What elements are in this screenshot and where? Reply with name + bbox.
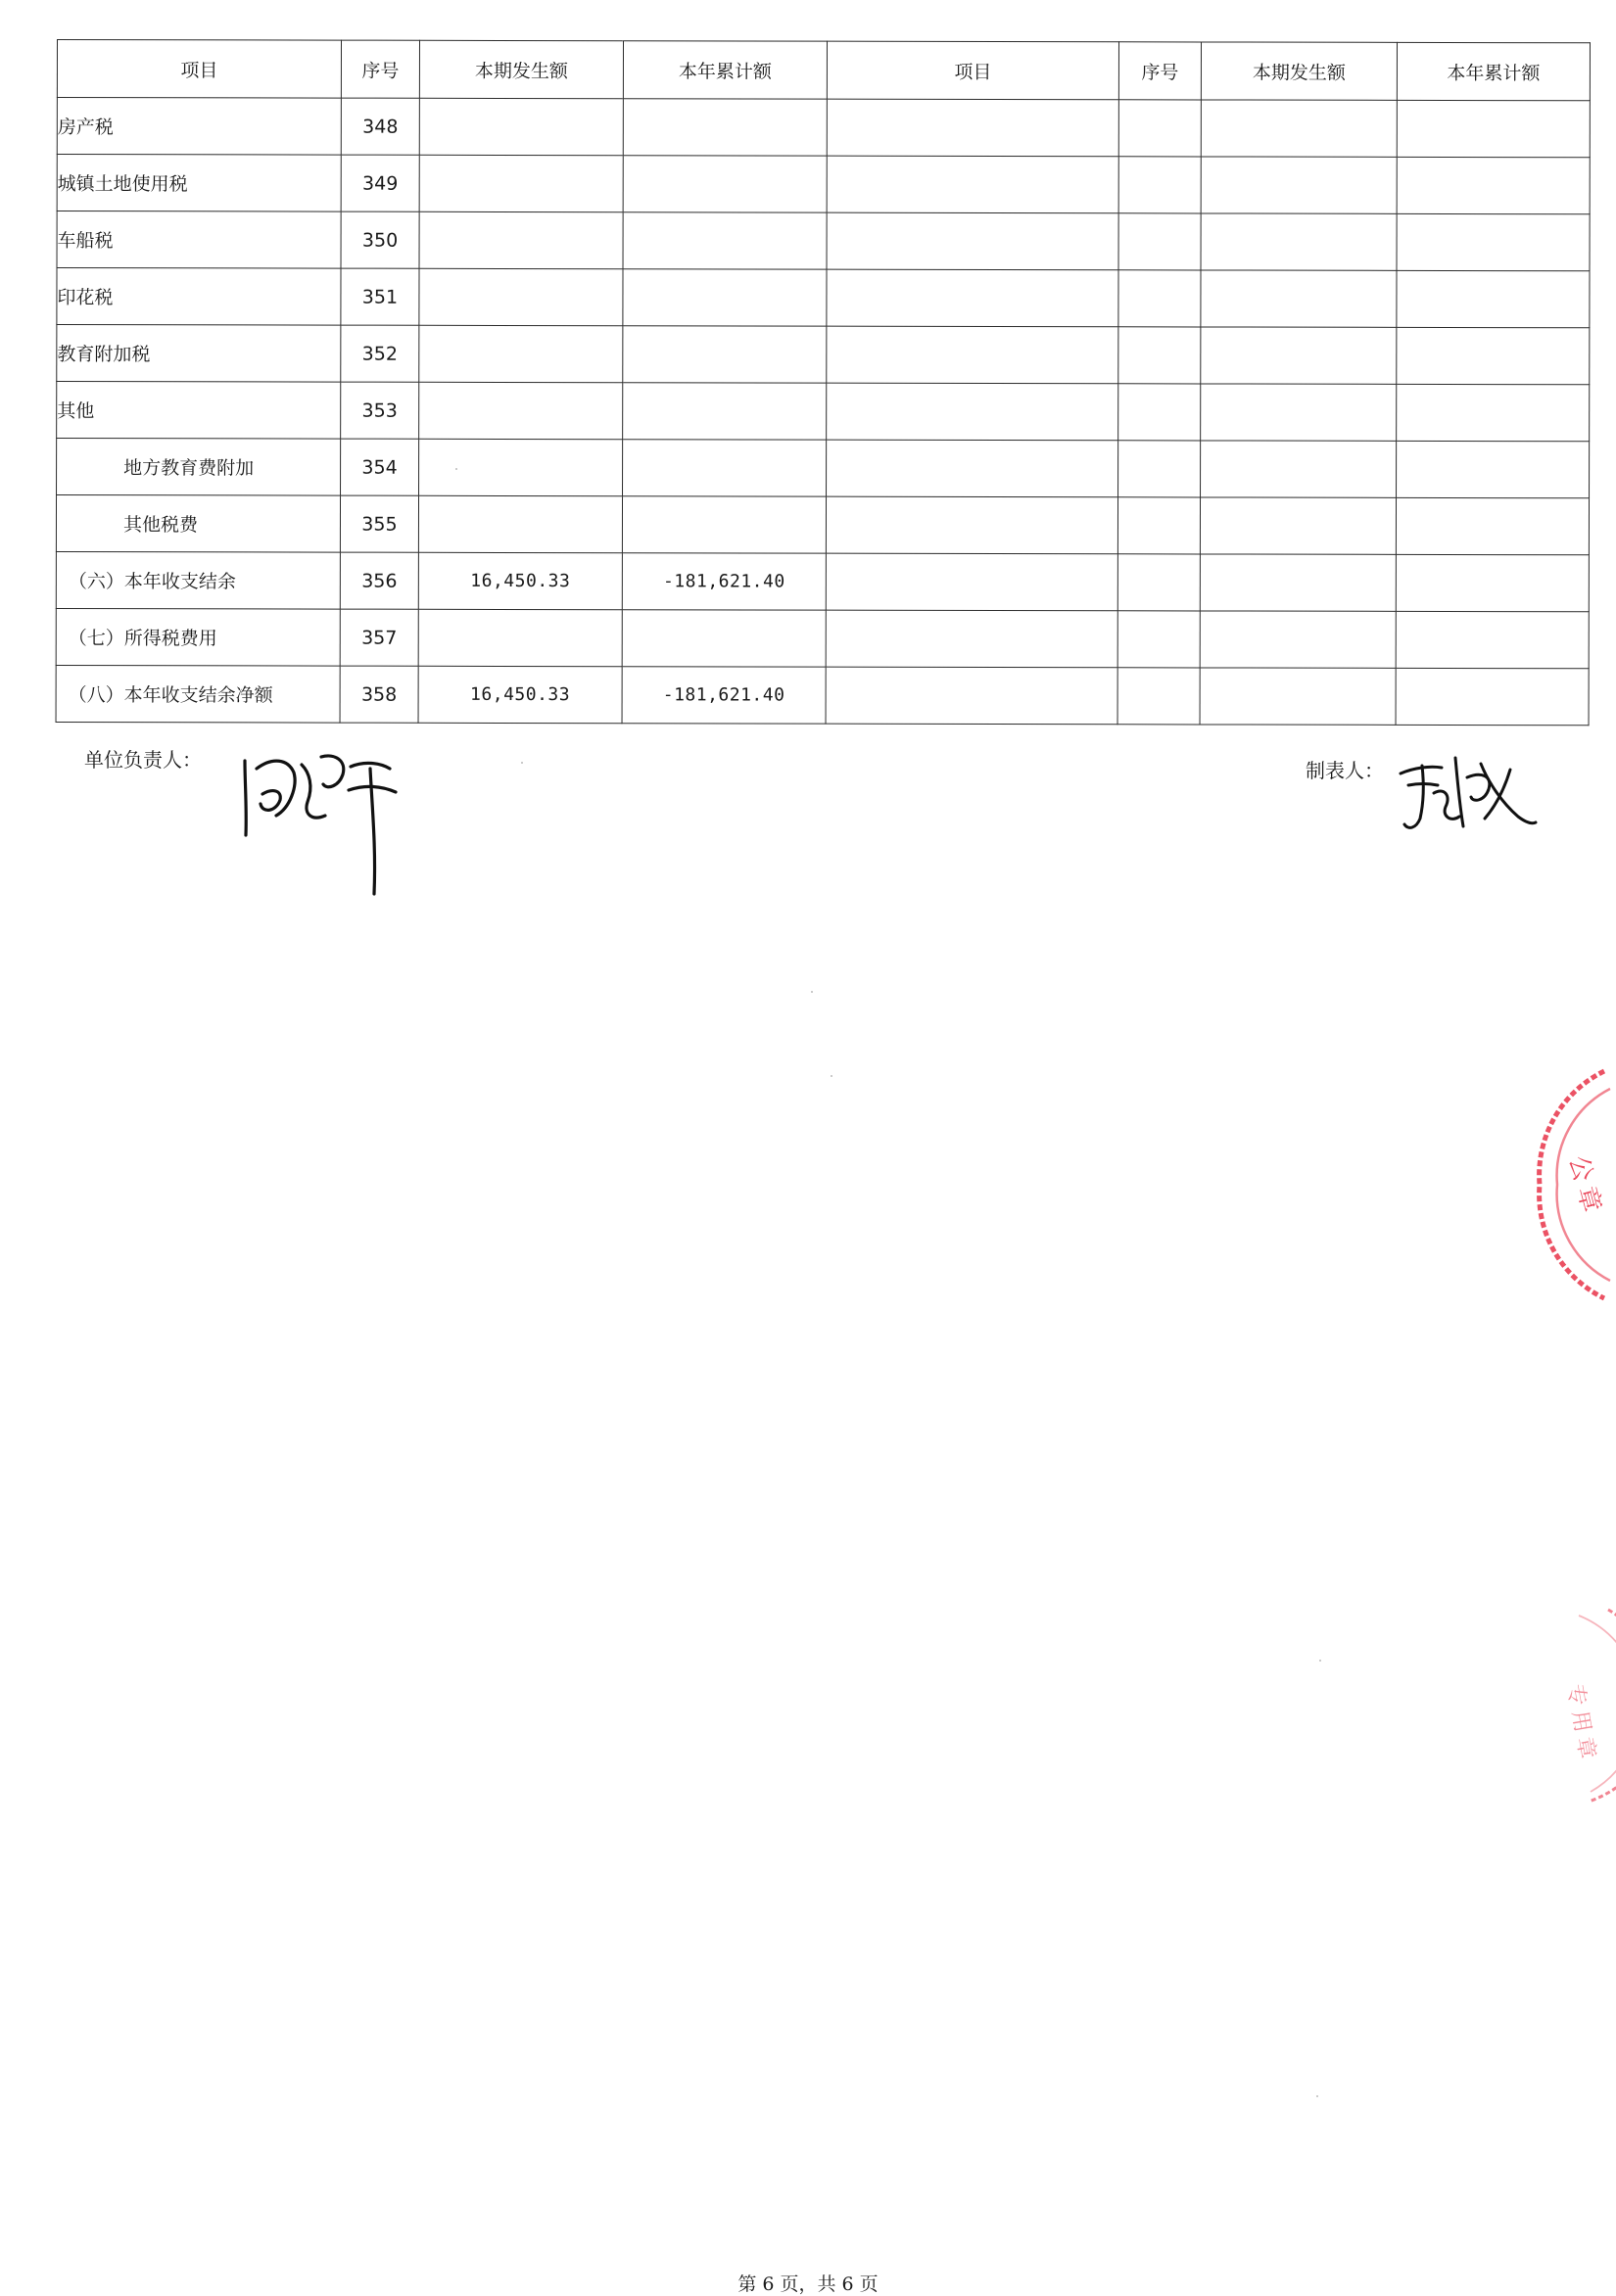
- header-ytd-right: 本年累计额: [1397, 42, 1590, 100]
- row-current: [418, 495, 622, 552]
- row-current-right: [1201, 270, 1397, 327]
- row-seq-right: [1118, 100, 1201, 157]
- row-seq: 349: [341, 155, 419, 211]
- row-current: [419, 268, 623, 325]
- table-row: [56, 551, 1589, 611]
- table-row: [56, 608, 1589, 668]
- row-item-right: [827, 326, 1118, 384]
- scan-speck: [1319, 1660, 1321, 1662]
- row-current-right: [1201, 441, 1397, 497]
- svg-text:专 用 章: 专 用 章: [1562, 1682, 1600, 1761]
- row-seq-right: [1118, 441, 1201, 497]
- row-seq-right: [1117, 497, 1200, 554]
- table-row: [57, 98, 1590, 158]
- row-item: 城镇土地使用税: [57, 155, 341, 212]
- row-ytd: [623, 326, 827, 383]
- row-seq-right: [1118, 213, 1201, 270]
- row-current: 16,450.33: [418, 552, 622, 609]
- row-current: [419, 382, 623, 439]
- table-row: [57, 382, 1590, 442]
- row-item-right: [826, 610, 1117, 668]
- row-ytd-right: [1396, 554, 1589, 611]
- row-item-right: [826, 496, 1117, 554]
- row-seq: 352: [341, 325, 419, 382]
- table-row: [57, 211, 1590, 271]
- row-item: 其他税费: [56, 495, 340, 553]
- row-ytd: [623, 212, 827, 269]
- header-current-right: 本期发生额: [1201, 42, 1397, 100]
- row-item-right: [827, 212, 1118, 270]
- official-seal-lower: [1520, 1606, 1616, 1821]
- row-ytd-right: [1397, 384, 1590, 441]
- row-seq: 356: [340, 552, 418, 609]
- row-seq-right: [1118, 157, 1201, 213]
- header-ytd: 本年累计额: [623, 41, 827, 99]
- row-item: 车船税: [57, 211, 341, 269]
- table-row: [57, 439, 1590, 498]
- header-item: 项目: [57, 40, 341, 99]
- report-sheet: [57, 39, 1590, 723]
- scan-speck: [1316, 2095, 1318, 2097]
- row-item-right: [827, 383, 1118, 441]
- row-seq: 350: [341, 211, 419, 268]
- row-current: [419, 211, 623, 268]
- row-item-right: [827, 99, 1118, 157]
- row-current-right: [1201, 100, 1397, 157]
- row-ytd: [623, 99, 827, 156]
- row-seq: 355: [340, 495, 418, 552]
- row-current-right: [1201, 327, 1397, 384]
- scan-speck: [455, 468, 457, 470]
- row-ytd-right: [1397, 441, 1590, 497]
- row-seq-right: [1118, 327, 1201, 384]
- row-ytd-right: [1397, 213, 1590, 270]
- table-row: [57, 268, 1590, 328]
- row-item: （六）本年收支结余: [56, 551, 340, 609]
- header-item-right: 项目: [827, 41, 1118, 100]
- row-ytd: -181,621.40: [622, 553, 826, 610]
- svg-text:公 章: 公 章: [1563, 1152, 1606, 1216]
- row-item-right: [827, 440, 1118, 497]
- row-item: 印花税: [57, 268, 341, 326]
- preparer-signature: [1395, 744, 1542, 842]
- row-item-right: [826, 667, 1117, 725]
- row-ytd: [623, 156, 827, 212]
- row-ytd: [623, 440, 827, 496]
- row-current: [419, 325, 623, 382]
- table-row: [57, 155, 1590, 214]
- row-seq-right: [1117, 668, 1200, 725]
- row-seq: 353: [341, 382, 419, 439]
- table-row: [57, 325, 1590, 385]
- row-current-right: [1200, 554, 1396, 611]
- row-ytd-right: [1397, 157, 1590, 213]
- row-seq: 358: [340, 666, 418, 723]
- row-seq-right: [1117, 554, 1200, 611]
- row-item-right: [827, 156, 1118, 213]
- unit-head-label: 单位负责人：: [84, 748, 202, 772]
- row-ytd-right: [1397, 327, 1590, 384]
- row-current-right: [1201, 213, 1397, 270]
- row-ytd: [623, 383, 827, 440]
- row-item: （八）本年收支结余净额: [56, 665, 340, 723]
- header-current: 本期发生额: [419, 40, 623, 98]
- row-item: 地方教育费附加: [57, 439, 341, 496]
- row-item-right: [827, 269, 1118, 327]
- row-current: [419, 155, 623, 211]
- header-seq: 序号: [341, 40, 419, 98]
- page-number: 第 6 页，共 6 页: [737, 2273, 879, 2295]
- scan-speck: [831, 1075, 832, 1077]
- preparer-label: 制表人：: [1306, 759, 1384, 782]
- row-item: （七）所得税费用: [56, 608, 340, 666]
- row-item: 房产税: [57, 98, 341, 156]
- row-current: [418, 609, 622, 666]
- unit-head-signature: [233, 739, 409, 901]
- row-current-right: [1200, 497, 1396, 554]
- row-seq-right: [1118, 270, 1201, 327]
- table-header-row: [57, 40, 1590, 101]
- row-ytd: [622, 496, 826, 553]
- row-ytd-right: [1396, 668, 1589, 725]
- row-seq: 351: [341, 268, 419, 325]
- row-current-right: [1200, 668, 1396, 725]
- row-seq: 357: [340, 609, 418, 666]
- row-current-right: [1200, 611, 1396, 668]
- row-ytd: [623, 269, 827, 326]
- row-current-right: [1201, 384, 1397, 441]
- row-seq: 348: [341, 98, 419, 155]
- row-current: 16,450.33: [418, 666, 622, 723]
- row-current-right: [1201, 157, 1397, 213]
- row-ytd-right: [1397, 100, 1590, 157]
- row-ytd-right: [1396, 497, 1589, 554]
- row-ytd-right: [1397, 270, 1590, 327]
- official-seal-upper: [1516, 1067, 1616, 1302]
- row-item: 教育附加税: [57, 325, 341, 383]
- row-ytd: -181,621.40: [622, 667, 826, 724]
- row-current: [419, 439, 623, 495]
- table-row: [56, 495, 1589, 555]
- scan-speck: [811, 991, 813, 993]
- header-seq-right: 序号: [1118, 42, 1201, 100]
- row-ytd: [622, 610, 826, 667]
- row-seq-right: [1117, 611, 1200, 668]
- row-seq: 354: [341, 439, 419, 495]
- row-ytd-right: [1396, 611, 1589, 668]
- income-expense-table: [56, 39, 1591, 726]
- row-item: 其他: [57, 382, 341, 440]
- row-seq-right: [1118, 384, 1201, 441]
- row-item-right: [826, 553, 1117, 611]
- row-current: [419, 98, 623, 155]
- scan-speck: [521, 762, 523, 764]
- table-row: [56, 665, 1589, 725]
